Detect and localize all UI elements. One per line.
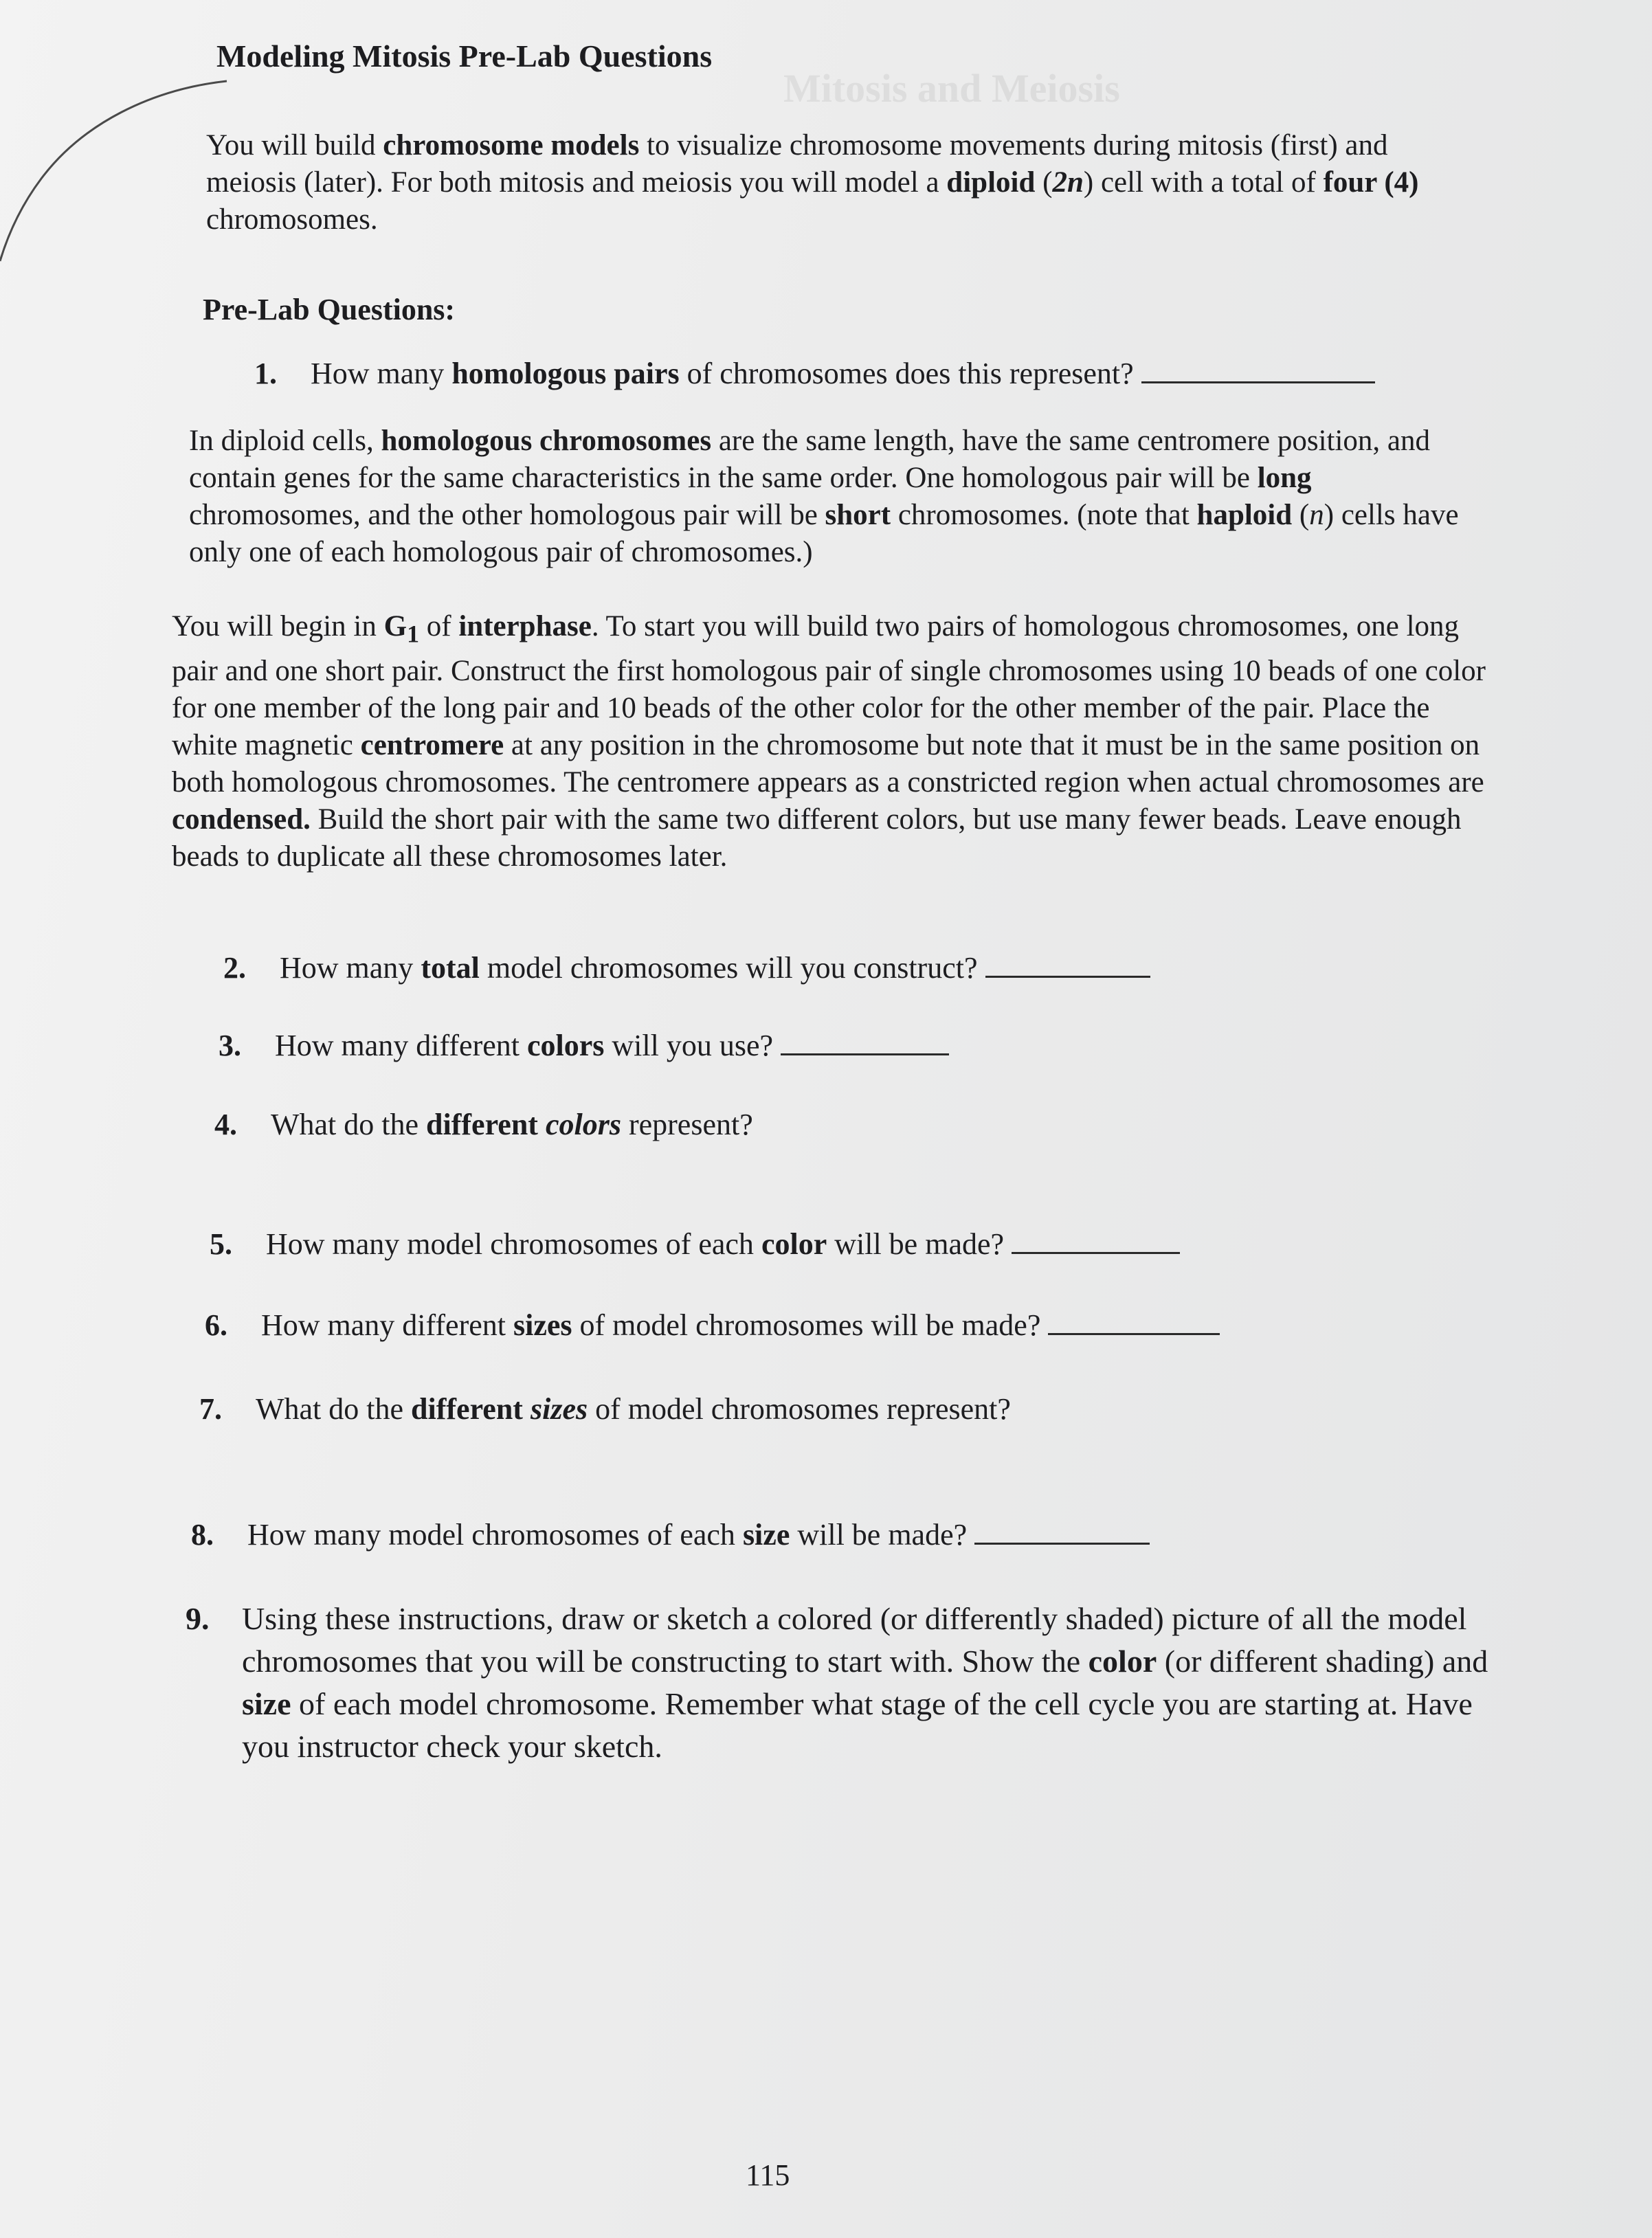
homologous-paragraph: In diploid cells, homologous chromosomes are the same length, have the same centromere position, and contain genes for the same characteristics in the same order. One homologous pair will be long chromosomes, and the other homologous pair will be short chromosomes. (note that haploid (n) cells have only one of each homologous pair of chromosomes.) [189, 425, 1459, 568]
question-5: 5. How many model chromosomes of each color will be made? [210, 1224, 1180, 1264]
answer-blank-2[interactable] [985, 955, 1150, 978]
question-8: 8. How many model chromosomes of each size will be made? [191, 1515, 1150, 1555]
page-title: Modeling Mitosis Pre-Lab Questions [216, 38, 713, 74]
answer-blank-5[interactable] [1012, 1231, 1180, 1254]
g1-instructions-paragraph: You will begin in $G_1$ of interphase. To start you will build two pairs of homologous chromosomes, one long pair and one short pair. Construct the first homologous pair of single chromosomes using 10 beads of one color for one member of the long pair and 10 beads of the other color for the other member of the pair. Place the white magnetic centromere at any position in the chromosome but note that it must be in the same position on both homologous chromosomes. The centromere appears as a constricted region when actual chromosomes are condensed. Build the short pair with the same two different colors, but use many fewer beads. Leave enough beads to duplicate all these chromosomes later. [172, 610, 1486, 873]
question-9: 9. Using these instructions, draw or sketch a colored (or differently shaded) picture of all the model chromosomes that you will be constructing to start with. Show the color (or different shading) and size of each model chromosome. Remember what stage of the cell cycle you are starting at. Have you instructor check your sketch. [186, 1601, 1488, 1764]
question-3: 3. How many different colors will you use? [219, 1026, 949, 1066]
answer-blank-3[interactable] [781, 1033, 949, 1055]
question-2: 2. How many total model chromosomes will you construct? [223, 948, 1150, 988]
answer-blank-8[interactable] [974, 1522, 1150, 1545]
question-6: 6. How many different sizes of model chromosomes will be made? [205, 1306, 1220, 1345]
prelab-heading: Pre-Lab Questions: [203, 293, 456, 326]
show-through-text: Mitosis and Meiosis [783, 66, 1120, 111]
intro-paragraph: You will build chromosome models to visualize chromosome movements during mitosis (first) and meiosis (later). For both mitosis and meiosis you will model a diploid (2n) cell with a total of four (4) chromosomes. [206, 129, 1419, 236]
question-1: 1. How many homologous pairs of chromosomes does this represent? [254, 354, 1375, 394]
question-7: 7. What do the different sizes of model chromosomes represent? [199, 1392, 1011, 1426]
page-number: 115 [746, 2158, 790, 2192]
question-4: 4. What do the different colors represent? [214, 1108, 753, 1141]
answer-blank-6[interactable] [1048, 1312, 1220, 1335]
answer-blank-1[interactable] [1141, 361, 1375, 383]
